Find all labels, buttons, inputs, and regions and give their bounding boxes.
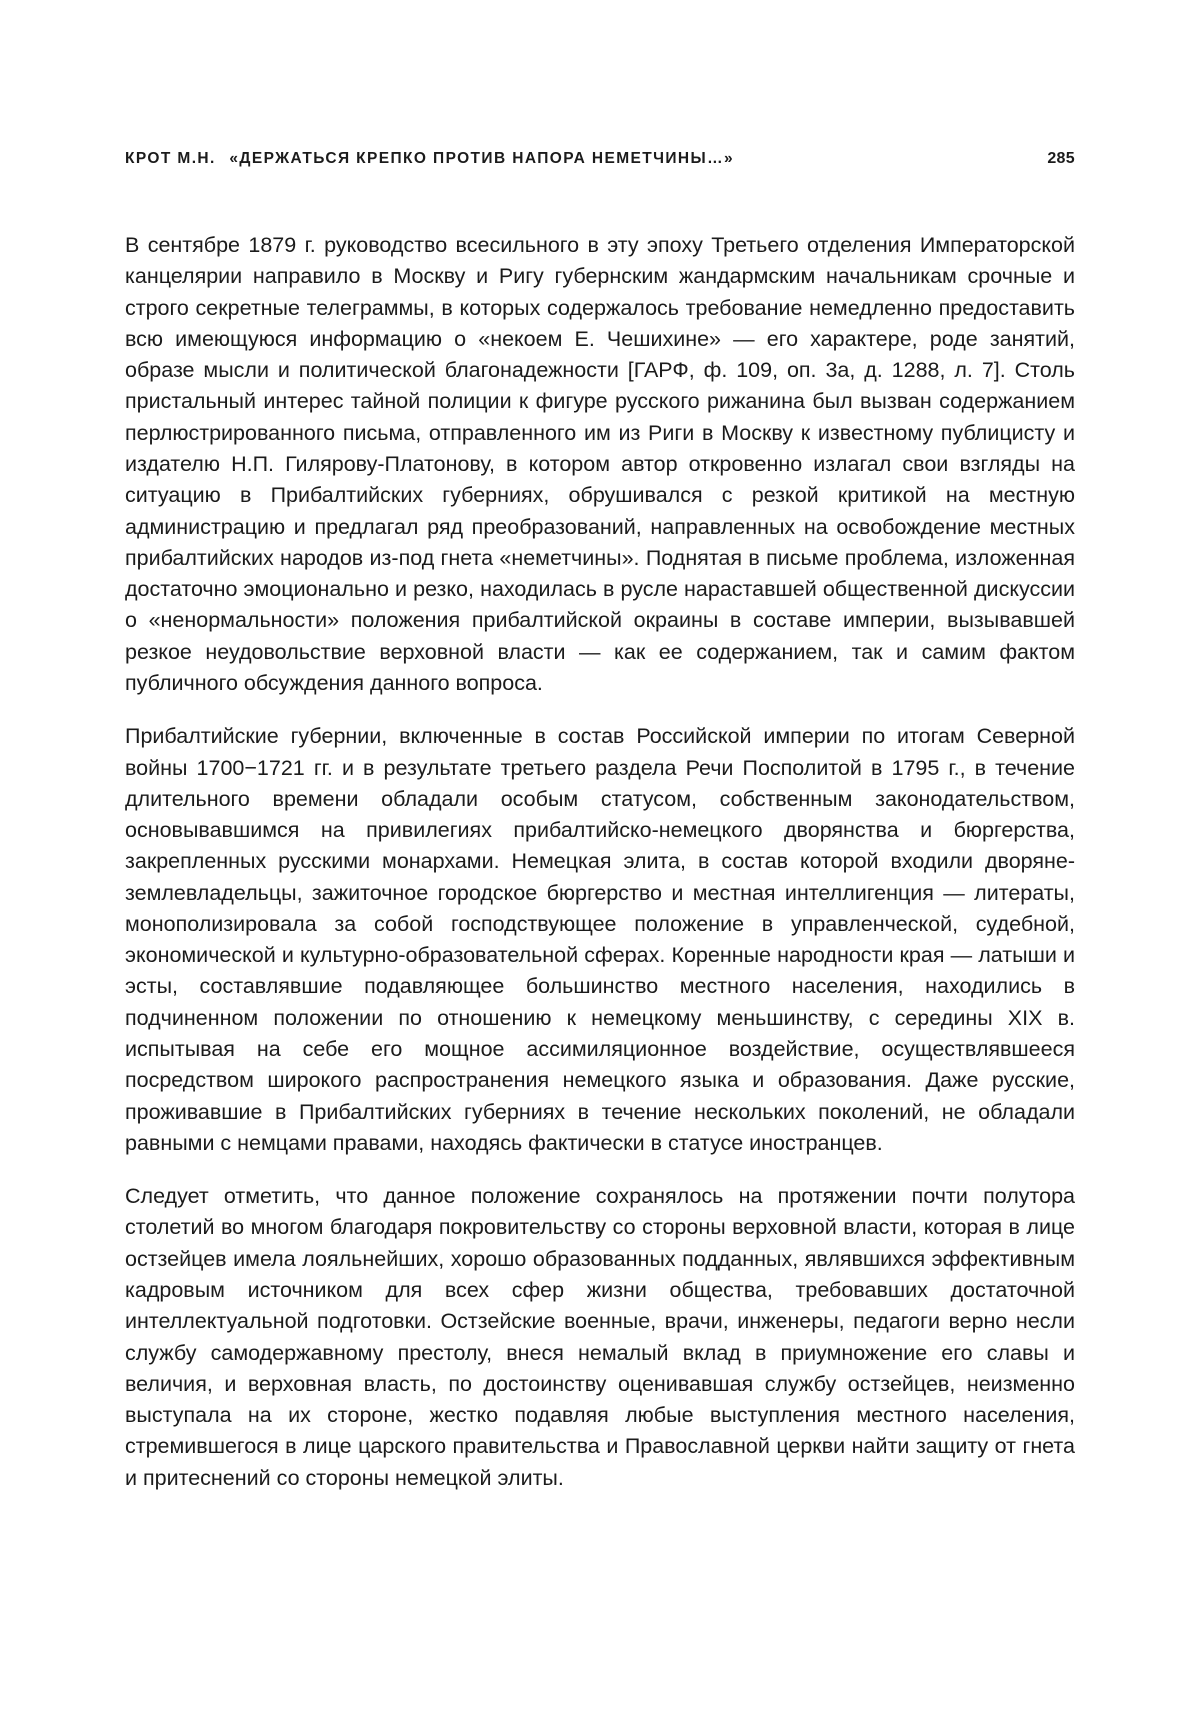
body-text xyxy=(125,230,1075,1494)
page-number: 285 xyxy=(1047,150,1075,167)
paragraph: В сентябре 1879 г. руководство всесильного в эту эпоху Третьего отделения Императорской канцелярии направило в Москву и Ригу губернским жандармским начальникам срочные и строго секретные телеграммы, в которых содержалось требование немедленно предоставить всю имеющуюся информацию о «некоем Е. Чешихине» — его характере, роде занятий, образе мысли и политической благонадежности [ГАРФ, ф. 109, оп. 3а, д. 1288, л. 7]. Столь пристальный интерес тайной полиции к фигуре русского рижанина был вызван содержанием перлюстрированного письма, отправленного им из Риги в Москву к известному публицисту и издателю Н.П. Гилярову-Платонову, в котором автор откровенно излагал свои взгляды на ситуацию в Прибалтийских губерниях, обрушивался с резкой критикой на местную администрацию и предлагал ряд преобразований, направленных на освобождение местных прибалтийских народов из-под гнета «неметчины». Поднятая в письме проблема, изложенная достаточно эмоционально и резко, находилась в русле нараставшей общественной дискуссии о «ненормальности» положения прибалтийской окраины в составе империи, вызывавшей резкое неудовольствие верховной власти — как ее содержанием, так и самим фактом публичного обсуждения данного вопроса. xyxy=(125,233,1075,695)
paragraph: Следует отметить, что данное положение сохранялось на протяжении почти полутора столетий во многом благодаря покровительству со стороны верховной власти, которая в лице остзейцев имела лояльнейших, хорошо образованных подданных, являвшихся эффективным кадровым источником для всех сфер жизни общества, требовавших достаточной интеллектуальной подготовки. Остзейские военные, врачи, инженеры, педагоги верно несли службу самодержавному престолу, внеся немалый вклад в приумножение его славы и величия, и верховная власть, по достоинству оценивавшая службу остзейцев, неизменно выступала на их стороне, жестко подавляя любые выступления местного населения, стремившегося в лице царского правительства и Православной церкви найти защиту от гнета и притеснений со стороны немецкой элиты. xyxy=(125,1184,1075,1490)
running-head-text xyxy=(125,150,734,168)
running-head-author: КРОТ М.Н. xyxy=(125,150,216,167)
paragraph: Прибалтийские губернии, включенные в состав Российской империи по итогам Северной войны 1700−1721 гг. и в результате третьего раздела Речи Посполитой в 1795 г., в течение длительного времени обладали особым статусом, собственным законодательством, основывавшимся на привилегиях прибалтийско-немецкого дворянства и бюргерства, закрепленных русскими монархами. Немецкая элита, в состав которой входили дворяне-землевладельцы, зажиточное городское бюргерство и местная интеллигенция — литераты, монополизировала за собой господствующее положение в управленческой, судебной, экономической и культурно-образовательной сферах. Коренные народности края — латыши и эсты, составлявшие подавляющее большинство местного населения, находились в подчиненном положении по отношению к немецкому меньшинству, с середины XIX в. испытывая на себе его мощное ассимиляционное воздействие, осуществлявшееся посредством широкого распространения немецкого языка и образования. Даже русские, проживавшие в Прибалтийских губерниях в течение нескольких поколений, не обладали равными с немцами правами, находясь фактически в статусе иностранцев. xyxy=(125,724,1075,1155)
running-head xyxy=(125,150,1075,168)
running-head-title: «ДЕРЖАТЬСЯ КРЕПКО ПРОТИВ НАПОРА НЕМЕТЧИНЫ…» xyxy=(229,150,734,167)
